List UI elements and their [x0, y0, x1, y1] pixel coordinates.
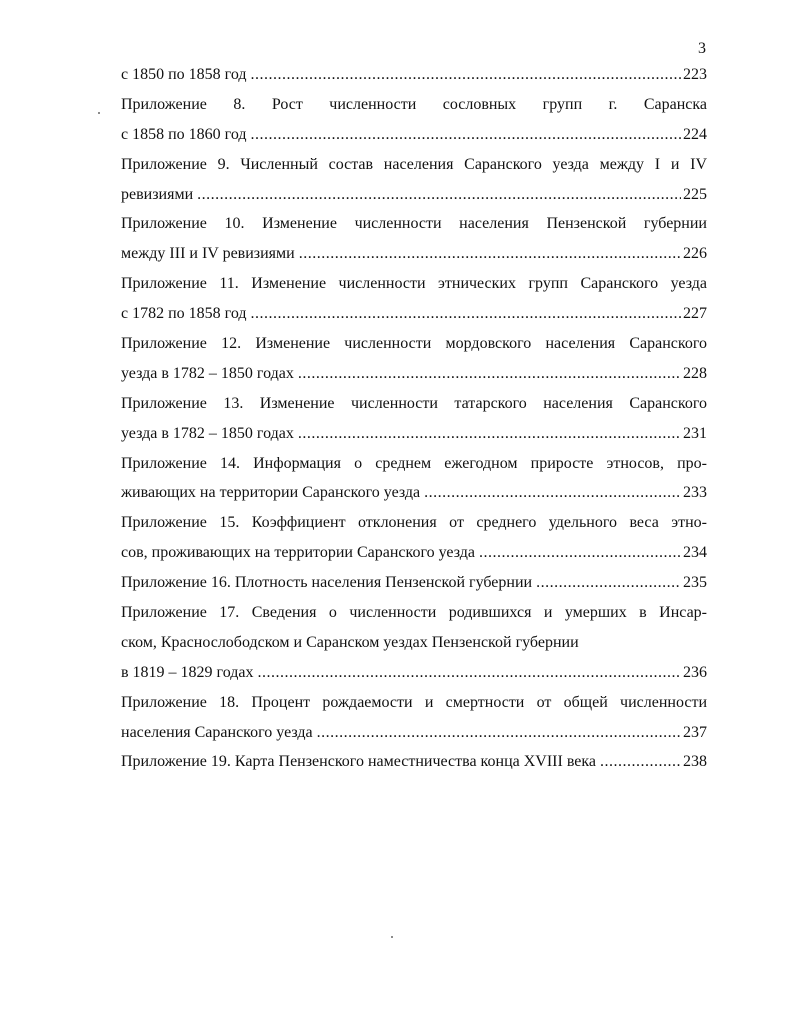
- dot-leader: [600, 747, 681, 777]
- toc-page-number: 226: [683, 245, 707, 263]
- toc-entry-line: [121, 658, 707, 688]
- toc-page-number: 235: [683, 574, 707, 592]
- toc-entry-text: Приложение 16. Плотность населения Пензенской губернии: [121, 574, 533, 592]
- toc-entry-line: [121, 180, 707, 210]
- toc-entry-title-line: Приложение 9. Численный состав населения Саранского уезда между I и IV: [121, 155, 707, 173]
- toc-page-number: 228: [683, 364, 707, 382]
- toc-entry-text: между III и IV ревизиями: [121, 245, 295, 263]
- toc-entry-title-line: Приложение 8. Рост численности сословных групп г. Саранска: [121, 95, 707, 113]
- dot-leader: [479, 538, 681, 568]
- toc-entry-line: [121, 239, 707, 269]
- toc-page-number: 237: [683, 723, 707, 741]
- toc-entry-title-line: Приложение 11. Изменение численности этнических групп Саранского уезда: [121, 275, 707, 293]
- toc-entry-title-line: Приложение 18. Процент рождаемости и смертности от общей численности: [121, 693, 707, 711]
- toc-entry-line: [121, 718, 707, 748]
- toc-entry-text: сов, проживающих на территории Саранского уезда: [121, 544, 475, 562]
- toc-entry-title-line: Приложение 13. Изменение численности татарского населения Саранского: [121, 394, 707, 412]
- toc-entry-title-line: ском, Краснослободском и Саранском уездах Пензенской губернии: [121, 633, 579, 651]
- toc-entry-text: в 1819 – 1829 годах: [121, 663, 254, 681]
- toc-page-number: 234: [683, 544, 707, 562]
- toc-entry-title-line: Приложение 17. Сведения о численности родившихся и умерших в Инсар-: [121, 604, 707, 622]
- toc-page-number: 233: [683, 484, 707, 502]
- toc-entry-text: живающих на территории Саранского уезда: [121, 484, 421, 502]
- dot-leader: [251, 299, 681, 329]
- toc-entry-text: с 1858 по 1860 год: [121, 125, 247, 143]
- toc-page-number: 225: [683, 185, 707, 203]
- toc-entry-text: с 1782 по 1858 год: [121, 305, 247, 323]
- toc-entry-line: [121, 419, 707, 449]
- dot-leader: [197, 180, 681, 210]
- toc-entry-text: уезда в 1782 – 1850 годах: [121, 424, 294, 442]
- dot-leader: [299, 239, 681, 269]
- toc-page-number: 224: [683, 125, 707, 143]
- dot-leader: [251, 120, 681, 150]
- toc-entry-title-line: Приложение 14. Информация о среднем ежегодном приросте этносов, про-: [121, 454, 707, 472]
- dot-leader: [298, 419, 681, 449]
- toc-entry-text: с 1850 по 1858 год: [121, 66, 247, 83]
- dot-leader: [251, 60, 681, 90]
- toc-page-number: 231: [683, 424, 707, 442]
- toc-entry-line: [121, 299, 707, 329]
- toc-entry-text: ревизиями: [121, 185, 194, 203]
- toc-entry-title-line: Приложение 12. Изменение численности мордовского населения Саранского: [121, 335, 707, 353]
- toc-entry-line: [121, 60, 707, 90]
- scan-speck: [391, 936, 393, 938]
- page-number: 3: [698, 40, 706, 57]
- toc-entry-line: [121, 747, 707, 777]
- dot-leader: [424, 478, 681, 508]
- toc-entry-line: [121, 359, 707, 389]
- toc-entry-title-line: Приложение 15. Коэффициент отклонения от среднего удельного веса этно-: [121, 514, 707, 532]
- toc-page-number: 227: [683, 305, 707, 323]
- scan-speck: [98, 112, 100, 114]
- toc-entry-text: уезда в 1782 – 1850 годах: [121, 364, 294, 382]
- toc-entry-text: Приложение 19. Карта Пензенского наместничества конца XVIII века: [121, 753, 597, 771]
- toc-entry-line: [121, 120, 707, 150]
- toc-entry-line: [121, 568, 707, 598]
- toc-page-number: 223: [683, 66, 707, 83]
- dot-leader: [298, 359, 681, 389]
- dot-leader: [258, 658, 682, 688]
- toc-page-number: 236: [683, 663, 707, 681]
- table-of-contents: [121, 60, 707, 777]
- toc-page-number: 238: [683, 753, 707, 771]
- toc-entry-line: [121, 538, 707, 568]
- toc-entry-title-line: Приложение 10. Изменение численности населения Пензенской губернии: [121, 215, 707, 233]
- toc-entry-line: [121, 478, 707, 508]
- dot-leader: [536, 568, 681, 598]
- dot-leader: [317, 718, 681, 748]
- toc-entry-text: населения Саранского уезда: [121, 723, 313, 741]
